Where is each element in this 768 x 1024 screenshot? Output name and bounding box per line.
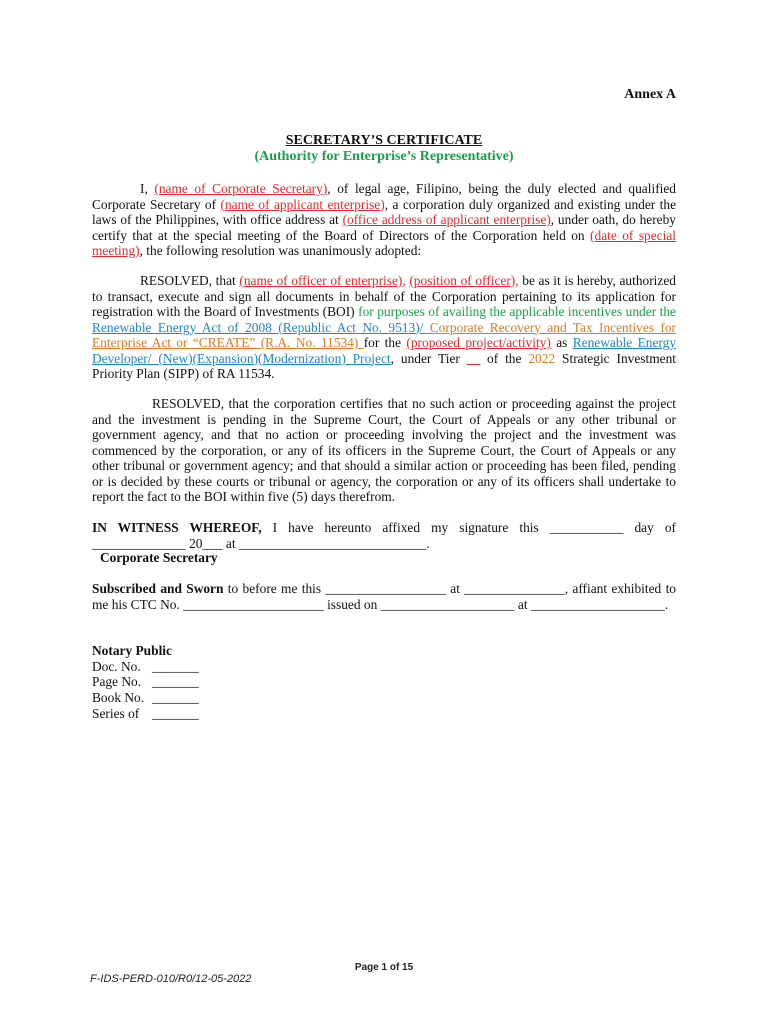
sipp-year: 2022 — [528, 350, 556, 366]
doc-line — [92, 706, 222, 722]
text: , the following resolution was unanimously adopted: — [139, 243, 422, 258]
doc-blank: _______ — [152, 674, 199, 689]
sworn-heading: Subscribed and Sworn — [92, 581, 224, 596]
link-re-developer: Renewable Energy Developer/ (New)(Expansion)(Modernization) Project — [92, 335, 677, 366]
page-title: SECRETARY’S CERTIFICATE — [285, 133, 483, 148]
doc-blank: _______ — [152, 706, 199, 721]
text: , of legal age, Filipino, being the duly elected and qualified Corporate Secretary of — [92, 181, 677, 212]
placeholder-enterprise-name: (name of applicant enterprise) — [220, 196, 385, 212]
placeholder-officer-position: (position of officer), — [409, 273, 519, 288]
placeholder-project: (proposed project/activity) — [406, 335, 551, 350]
page-subtitle: (Authority for Enterprise’s Representative) — [254, 149, 514, 164]
corporate-secretary-label: Corporate Secretary — [100, 550, 218, 565]
placeholder-officer-name: (name of officer of enterprise) — [239, 273, 403, 288]
placeholder-office-address: (office address of applicant enterprise) — [342, 212, 551, 227]
text: as — [550, 335, 573, 350]
text-incentives: for purposes of availing the applicable incentives under the — [358, 304, 676, 319]
text: RESOLVED, that the corporation certifies that no such action or proceeding against the project and the investment is pending in the Supreme Court, the Court of Appeals or any other tribunal or government agency, and that no action or proceeding involving the project and the investment was commenced by the corporation, or any of its officers in the Supreme Court, the Court of Appeals or any other tribunal or government agency; and that should a similar action or proceeding has been filed, pending or is decided by these courts or tribunal or agency, the corporation or any of its officers shall undertake to report the fact to the BOI within five (5) days therefrom. — [92, 396, 676, 504]
paragraph-resolution-1 — [92, 273, 676, 382]
text: Strategic Investment Priority Plan (SIPP) of RA 11534. — [92, 350, 677, 381]
tier-blank: __ — [466, 350, 481, 366]
text: , under Tier — [390, 350, 467, 366]
text: of the — [480, 350, 529, 366]
text: be as it is hereby, authorized to transact, execute and sign all documents in behalf of the Corporation pertaining to its application for registration with the Board of Investments (BOI) — [92, 273, 676, 319]
doc-line — [92, 659, 222, 675]
doc-line — [92, 690, 222, 706]
text: RESOLVED, that — [140, 273, 240, 288]
placeholder-meeting-date: (date of special meeting) — [92, 227, 676, 258]
doc-label: Page No. — [92, 674, 142, 689]
text: , a corporation duly organized and existing under the laws of the Philippines, with office address at — [92, 196, 677, 227]
doc-blank: _______ — [152, 690, 199, 705]
text: to before me this __________________ at _______________, affiant exhibited to me his CTC No. _____________________ issued on ____________________ at ____________________. — [92, 581, 676, 612]
doc-line — [92, 674, 222, 690]
text: I, — [140, 181, 155, 196]
form-code: F-IDS-PERD-010/R0/12-05-2022 — [90, 973, 252, 985]
text: I have hereunto affixed my signature this ___________ day of ______________ 20___ at ____________________________. — [92, 520, 676, 551]
page-number: Page 1 of 15 — [354, 962, 414, 973]
paragraph-witness — [92, 520, 676, 551]
text: , — [402, 273, 410, 288]
paragraph-sworn — [92, 581, 676, 612]
paragraph-certification — [92, 181, 676, 259]
paragraph-resolution-2 — [92, 396, 676, 505]
doc-label: Doc. No. — [92, 659, 141, 674]
doc-blank: _______ — [152, 659, 199, 674]
notary-public-label: Notary Public — [92, 643, 172, 658]
placeholder-secretary-name: (name of Corporate Secretary) — [154, 181, 328, 196]
witness-heading: IN WITNESS WHEREOF, — [92, 520, 262, 535]
text: for the — [363, 335, 407, 350]
doc-label: Series of — [92, 706, 140, 721]
link-create-act: Corporate Recovery and Tax Incentives for Enterprise Act or “CREATE” (R.A. No. 11534) — [92, 319, 677, 350]
text: , under oath, do hereby certify that at the special meeting of the Board of Directors of the Corporation held on — [92, 212, 676, 243]
annex-label: Annex A — [624, 87, 676, 102]
link-re-act: Renewable Energy Act of 2008 (Republic Act No. 9513)/ — [92, 319, 424, 335]
doc-label: Book No. — [92, 690, 145, 705]
